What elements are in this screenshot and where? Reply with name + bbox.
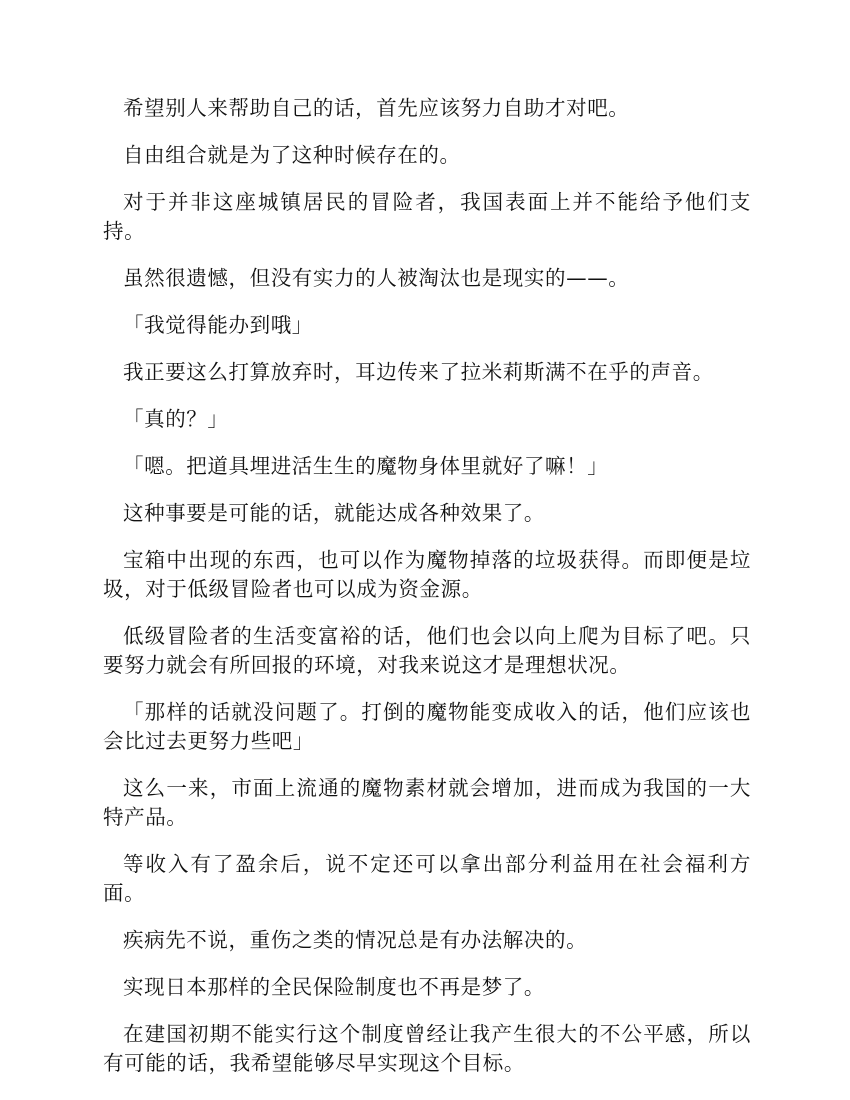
paragraph: 希望别人来帮助自己的话，首先应该努力自助才对吧。 [123,96,630,120]
paragraph: 在建国初期不能实行这个制度曾经让我产生很大的不公平感，所以有可能的话，我希望能够尽早实现这个目标。 [103,1022,751,1075]
paragraph: 虽然很遗憾，但没有实力的人被淘汰也是现实的——。 [123,266,630,290]
paragraph: 这么一来，市面上流通的魔物素材就会增加，进而成为我国的一大特产品。 [103,776,751,829]
paragraph: 低级冒险者的生活变富裕的话，他们也会以向上爬为目标了吧。只要努力就会有所回报的环境，对我来说这才是理想状况。 [103,624,751,677]
paragraph: 对于并非这座城镇居民的冒险者，我国表面上并不能给予他们支持。 [103,190,751,243]
dialogue-paragraph: 「真的？」 [123,407,229,431]
dialogue-paragraph: 「那样的话就没问题了。打倒的魔物能变成收入的话，他们应该也会比过去更努力些吧」 [103,700,751,753]
paragraph: 我正要这么打算放弃时，耳边传来了拉米莉斯满不在乎的声音。 [123,360,714,384]
paragraph: 自由组合就是为了这种时候存在的。 [123,143,461,167]
paragraph: 这种事要是可能的话，就能达成各种效果了。 [123,501,545,525]
paragraph: 等收入有了盈余后，说不定还可以拿出部分利益用在社会福利方面。 [103,852,751,905]
paragraph: 宝箱中出现的东西，也可以作为魔物掉落的垃圾获得。而即便是垃圾，对于低级冒险者也可以成为资金源。 [103,548,751,601]
paragraph: 实现日本那样的全民保险制度也不再是梦了。 [123,975,545,999]
text-body [103,94,751,1096]
paragraph: 疾病先不说，重伤之类的情况总是有办法解决的。 [123,928,588,952]
dialogue-paragraph: 「我觉得能办到哦」 [123,313,313,337]
dialogue-paragraph: 「嗯。把道具埋进活生生的魔物身体里就好了嘛！」 [123,454,609,478]
